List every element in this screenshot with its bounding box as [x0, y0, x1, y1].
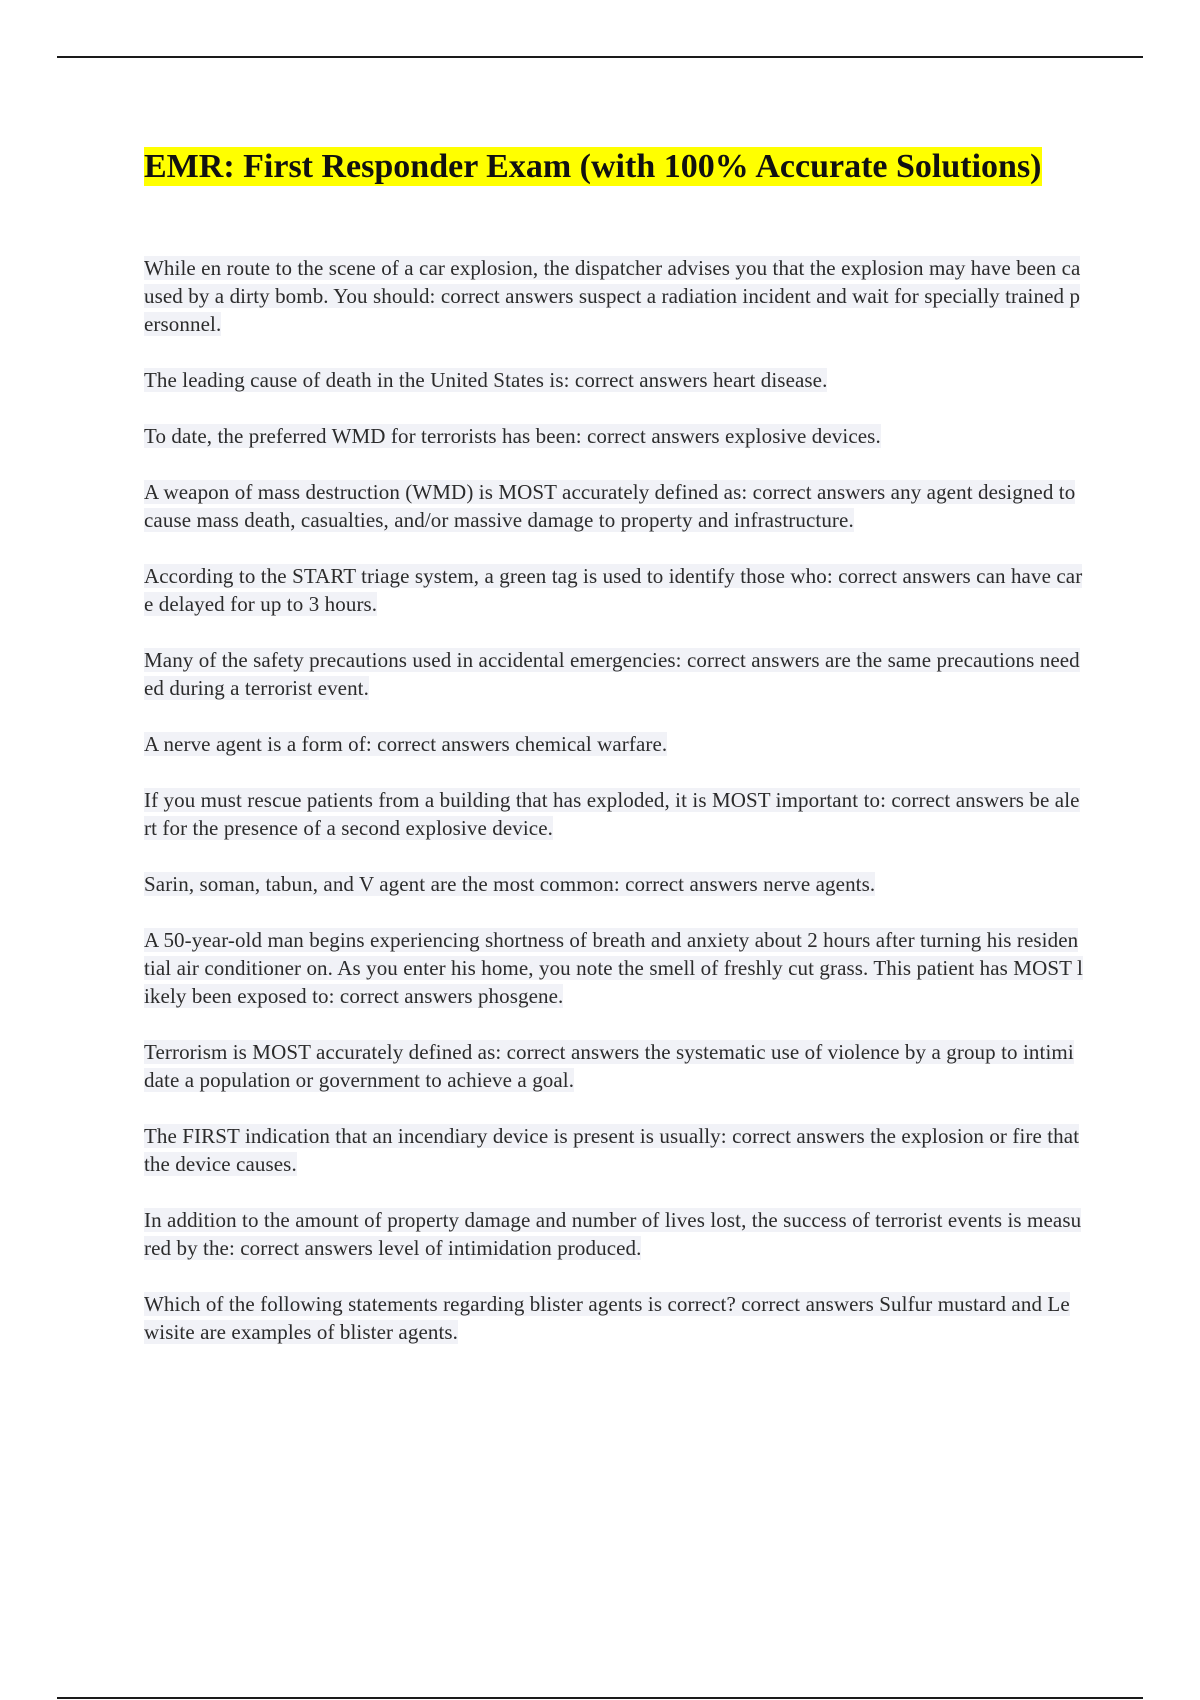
page-bottom-rule	[57, 1697, 1143, 1699]
document-title	[144, 146, 1084, 188]
qa-text: A nerve agent is a form of: correct answers chemical warfare.	[144, 732, 668, 756]
qa-text: Which of the following statements regarding blister agents is correct? correct answers Sulfur mustard and Lewisite are examples of blister agents.	[144, 1292, 1070, 1344]
qa-item	[144, 254, 1084, 338]
qa-item	[144, 1206, 1084, 1262]
qa-item	[144, 786, 1084, 842]
qa-item	[144, 1038, 1084, 1094]
qa-item	[144, 478, 1084, 534]
qa-list	[144, 254, 1084, 1374]
qa-text: If you must rescue patients from a building that has exploded, it is MOST important to: correct answers be alert for the presence of a second explosive device.	[144, 788, 1080, 840]
qa-item	[144, 646, 1084, 702]
qa-item	[144, 730, 1084, 758]
document-title-text: EMR: First Responder Exam (with 100% Accurate Solutions)	[144, 148, 1042, 185]
qa-text: While en route to the scene of a car explosion, the dispatcher advises you that the explosion may have been caused by a dirty bomb. You should: correct answers suspect a radiation incident and wait for specially trained personnel.	[144, 256, 1081, 336]
qa-item	[144, 870, 1084, 898]
page-top-rule	[57, 56, 1143, 58]
qa-item	[144, 1290, 1084, 1346]
qa-item	[144, 926, 1084, 1010]
qa-text: According to the START triage system, a green tag is used to identify those who: correct answers can have care delayed for up to 3 hours.	[144, 564, 1083, 616]
qa-text: Terrorism is MOST accurately defined as: correct answers the systematic use of violence by a group to intimidate a population or government to achieve a goal.	[144, 1040, 1074, 1092]
qa-text: A weapon of mass destruction (WMD) is MOST accurately defined as: correct answers any agent designed to cause mass death, casualties, and/or massive damage to property and infrastructure.	[144, 480, 1076, 532]
qa-text: Sarin, soman, tabun, and V agent are the most common: correct answers nerve agents.	[144, 872, 876, 896]
qa-text: The leading cause of death in the United States is: correct answers heart disease.	[144, 368, 828, 392]
qa-item	[144, 366, 1084, 394]
qa-text: To date, the preferred WMD for terrorists has been: correct answers explosive devices.	[144, 424, 881, 448]
qa-item	[144, 562, 1084, 618]
qa-text: In addition to the amount of property damage and number of lives lost, the success of terrorist events is measured by the: correct answers level of intimidation produced.	[144, 1208, 1082, 1260]
qa-text: Many of the safety precautions used in accidental emergencies: correct answers are the same precautions needed during a terrorist event.	[144, 648, 1080, 700]
qa-text: A 50-year-old man begins experiencing shortness of breath and anxiety about 2 hours after turning his residential air conditioner on. As you enter his home, you note the smell of freshly cut grass. This patient has MOST likely been exposed to: correct answers phosgene.	[144, 928, 1083, 1008]
qa-text: The FIRST indication that an incendiary device is present is usually: correct answers the explosion or fire that the device causes.	[144, 1124, 1080, 1176]
qa-item	[144, 422, 1084, 450]
qa-item	[144, 1122, 1084, 1178]
